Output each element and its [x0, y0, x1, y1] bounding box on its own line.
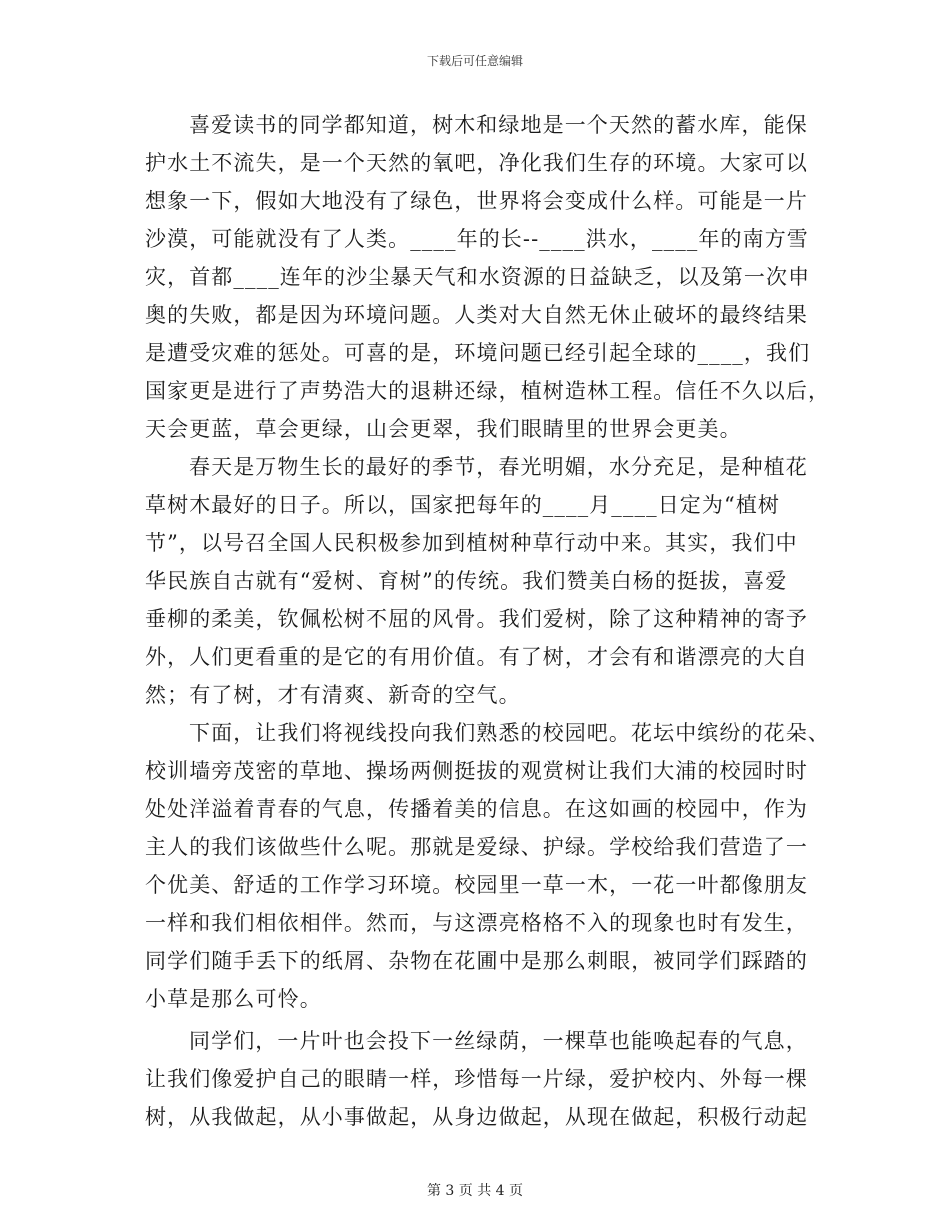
paragraph-line: 同学们随手丢下的纸屑、杂物在花圃中是那么刺眼，被同学们踩踏的 — [145, 949, 808, 973]
paragraph-line: 奥的失败，都是因为环境问题。人类对大自然无休止破坏的最终结果 — [145, 303, 808, 327]
paragraph-line: 灾，首都____连年的沙尘暴天气和水资源的日益缺乏，以及第一次申 — [145, 265, 811, 289]
page-header: 下载后可任意编辑 — [426, 54, 523, 68]
paragraph-line: 主人的我们该做些什么呢。那就是爱绿、护绿。学校给我们营造了一 — [145, 835, 808, 859]
paragraph-3 — [145, 714, 830, 1018]
paragraph-line: 树，从我做起，从小事做起，从身边做起，从现在做起，积极行动起 — [145, 1105, 808, 1129]
paragraph-line: 春天是万物生长的最好的季节，春光明媚，水分充足，是种植花 — [189, 455, 808, 479]
paragraph-line: 草树木最好的日子。所以，国家把每年的____月____日定为“植树 — [145, 493, 781, 517]
paragraph-line: 一样和我们相依相伴。然而，与这漂亮格格不入的现象也时有发生， — [145, 911, 808, 935]
paragraph-line: 外，人们更看重的是它的有用价值。有了树，才会有和谐漂亮的大自 — [145, 645, 808, 669]
paragraph-line: 然；有了树，才有清爽、新奇的空气。 — [145, 683, 521, 707]
paragraph-line: 处处洋溢着青春的气息，传播着美的信息。在这如画的校园中，作为 — [145, 797, 808, 821]
paragraph-line: 同学们，一片叶也会投下一丝绿荫，一棵草也能唤起春的气息， — [189, 1029, 808, 1053]
paragraph-line: 是遭受灾难的惩处。可喜的是，环境问题已经引起全球的____，我们 — [145, 341, 811, 365]
paragraph-line: 节”，以号召全国人民积极参加到植树种草行动中来。其实，我们中 — [145, 531, 798, 555]
document-body — [145, 106, 831, 1136]
paragraph-line: 国家更是进行了声势浩大的退耕还绿，植树造林工程。信任不久以后， — [145, 379, 831, 403]
paragraph-1 — [145, 106, 831, 448]
paragraph-line: 天会更蓝，草会更绿，山会更翠，我们眼睛里的世界会更美。 — [145, 417, 742, 441]
paragraph-2 — [145, 448, 808, 714]
paragraph-line: 个优美、舒适的工作学习环境。校园里一草一木，一花一叶都像朋友 — [145, 873, 808, 897]
paragraph-line: 想象一下，假如大地没有了绿色，世界将会变成什么样。可能是一片 — [145, 189, 808, 213]
paragraph-line: 下面，让我们将视线投向我们熟悉的校园吧。花坛中缤纷的花朵、 — [189, 721, 830, 745]
paragraph-line: 沙漠，可能就没有了人类。____年的长--____洪水，____年的南方雪 — [145, 227, 809, 251]
paragraph-line: 护水土不流失，是一个天然的氧吧，净化我们生存的环境。大家可以 — [145, 151, 808, 175]
paragraph-line: 让我们像爱护自己的眼睛一样，珍惜每一片绿，爱护校内、外每一棵 — [145, 1067, 808, 1091]
paragraph-line: 校训墙旁茂密的草地、操场两侧挺拔的观赏树让我们大浦的校园时时 — [145, 759, 808, 783]
paragraph-line: 华民族自古就有“爱树、育树”的传统。我们赞美白杨的挺拔，喜爱 — [145, 569, 788, 593]
paragraph-line: 垂柳的柔美，钦佩松树不屈的风骨。我们爱树，除了这种精神的寄予 — [145, 607, 808, 631]
paragraph-4 — [145, 1022, 808, 1136]
page-footer: 第 3 页 共 4 页 — [426, 1183, 524, 1199]
paragraph-line: 喜爱读书的同学都知道，树木和绿地是一个天然的蓄水库，能保 — [189, 113, 808, 137]
paragraph-line: 小草是那么可怜。 — [145, 987, 322, 1011]
